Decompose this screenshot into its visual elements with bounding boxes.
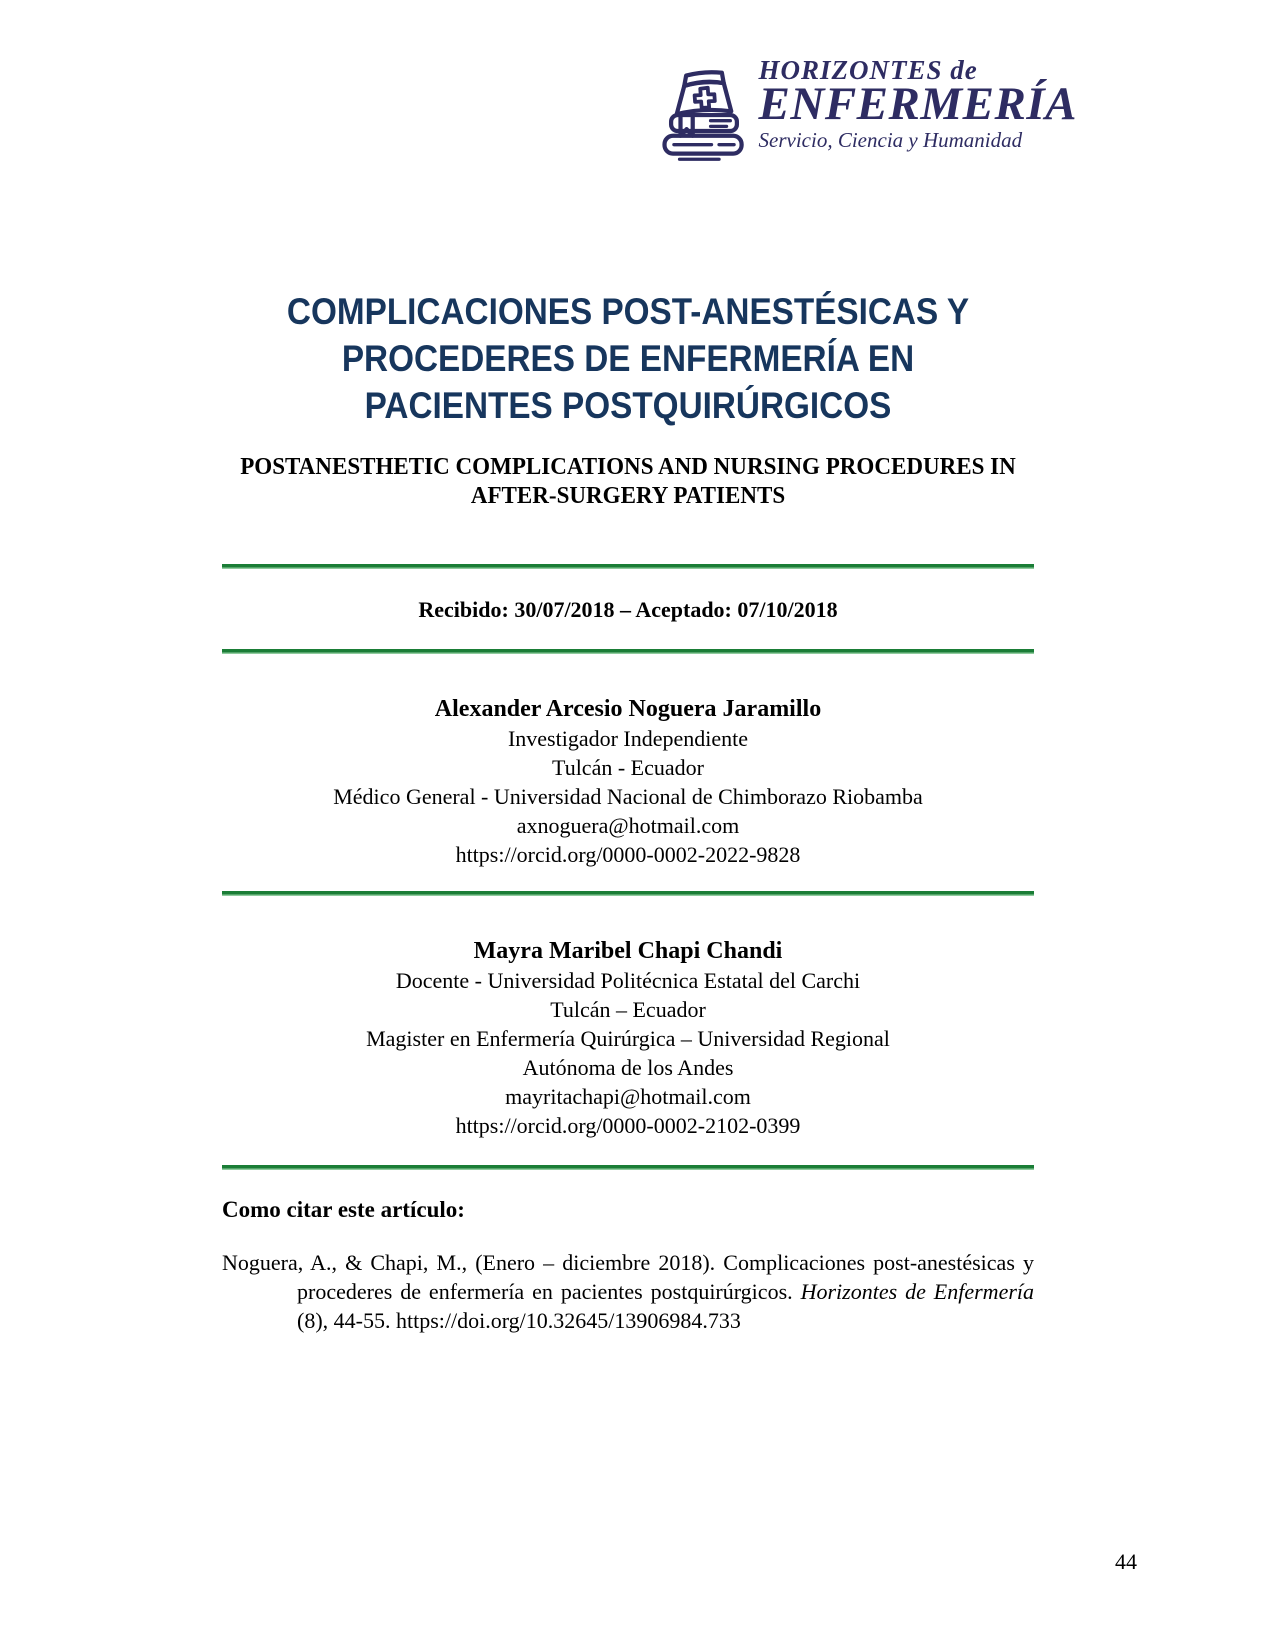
author-2-location: Tulcán – Ecuador [550, 997, 706, 1022]
article-title-en-line2: AFTER-SURGERY PATIENTS [470, 483, 786, 509]
article-title-en [222, 453, 1034, 511]
author-2-degree-line1: Magister en Enfermería Quirúrgica – Universidad Regional [366, 1026, 890, 1051]
citation-journal-name: Horizontes de Enfermería [800, 1279, 1035, 1304]
citation-paragraph [222, 1248, 1034, 1335]
author-2-role: Docente - Universidad Politécnica Estatal del Carchi [395, 968, 861, 993]
author-1-affiliation: Médico General - Universidad Nacional de Chimborazo Riobamba [333, 784, 923, 809]
author-1-orcid: https://orcid.org/0000-0002-2022-9828 [455, 842, 801, 867]
article-title-es [222, 288, 1034, 429]
author-2-orcid: https://orcid.org/0000-0002-2102-0399 [455, 1113, 801, 1138]
article-title-es-line2: PROCEDERES DE ENFERMERÍA EN [341, 338, 915, 379]
author-block-2 [222, 936, 1034, 1140]
journal-name-large: ENFERMERÍA [758, 78, 1077, 130]
divider-rule [222, 649, 1034, 654]
author-2-name: Mayra Maribel Chapi Chandi [473, 938, 783, 964]
author-1-role: Investigador Independiente [507, 726, 749, 751]
author-1-location: Tulcán - Ecuador [552, 755, 704, 780]
page-number: 44 [1115, 1549, 1137, 1574]
article-title-es-line1: COMPLICACIONES POST-ANESTÉSICAS Y [286, 291, 970, 332]
author-1-email: axnoguera@hotmail.com [516, 813, 740, 838]
article-title-es-line3: PACIENTES POSTQUIRÚRGICOS [364, 385, 892, 426]
author-1-name: Alexander Arcesio Noguera Jaramillo [434, 696, 822, 722]
article-front-matter [222, 0, 1034, 1357]
citation-text-part2: (8), 44-55. https://doi.org/10.32645/13906984.733 [297, 1308, 741, 1333]
journal-name-small: HORIZONTES de [758, 55, 978, 85]
author-2-email: mayritachapi@hotmail.com [505, 1084, 751, 1109]
how-to-cite-heading: Como citar este artículo: [222, 1197, 465, 1222]
journal-tagline: Servicio, Ciencia y Humanidad [758, 128, 1023, 152]
author-2-degree-line2: Autónoma de los Andes [522, 1055, 734, 1080]
author-block-1 [222, 694, 1034, 869]
divider-rule [222, 891, 1034, 896]
citation-text-part1: Noguera, A., & Chapi, M., (Enero – diciembre 2018). Complicaciones post-anestésicas y procederes de enfermería en pacientes postquirúrgicos. [222, 1250, 1034, 1304]
article-title-en-line1: POSTANESTHETIC COMPLICATIONS AND NURSING PROCEDURES IN [240, 454, 1016, 480]
divider-rule [222, 564, 1034, 569]
received-accepted-dates: Recibido: 30/07/2018 – Aceptado: 07/10/2018 [418, 597, 838, 622]
divider-rule [222, 1165, 1034, 1170]
